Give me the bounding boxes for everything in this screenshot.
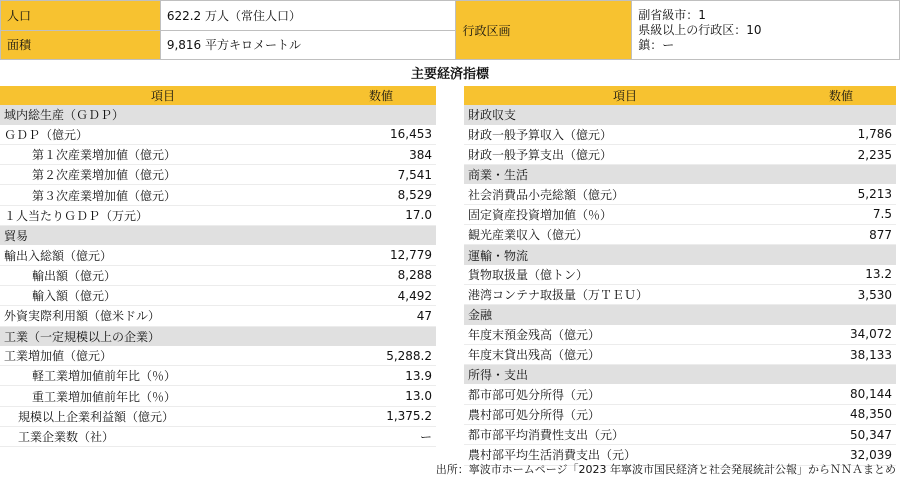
table-row xyxy=(464,325,896,345)
source-note: 出所：寧波市ホームページ「2023 年寧波市国民経済と社会発展統計公報」からＮＮＡまとめ xyxy=(435,463,896,476)
row-label: 第３次産業増加値（億元） xyxy=(0,185,326,205)
row-value: 7,541 xyxy=(326,165,436,185)
row-value: 5,288.2 xyxy=(326,346,436,366)
table-row xyxy=(0,406,436,426)
row-value: 32,039 xyxy=(786,445,896,465)
table-row xyxy=(464,204,896,224)
category-row xyxy=(464,165,896,185)
row-label: 社会消費品小売総額（億元） xyxy=(464,184,786,204)
table-header-row xyxy=(464,86,896,105)
section-title: 主要経済指標 xyxy=(410,67,489,82)
population-value: 622.2 万人（常住人口） xyxy=(160,1,456,31)
category-row xyxy=(0,105,436,124)
row-label: 軽工業増加値前年比（％） xyxy=(0,366,326,386)
row-value: 4,492 xyxy=(326,285,436,305)
area-value: 9,816 平方キロメートル xyxy=(160,30,456,60)
row-value: 34,072 xyxy=(786,325,896,345)
row-label: 工業企業数（社） xyxy=(0,427,326,447)
admin-value-1: 副省級市：1 xyxy=(638,8,706,22)
table-row xyxy=(464,125,896,145)
category-row xyxy=(464,305,896,325)
category-row xyxy=(464,365,896,385)
table-row xyxy=(464,425,896,445)
admin-value-3: 鎮：ー xyxy=(638,38,675,52)
row-value: 1,375.2 xyxy=(326,406,436,426)
category-label: 金融 xyxy=(464,305,786,325)
category-label: 域内総生産（ＧＤＰ） xyxy=(0,105,326,124)
row-label: １人当たりＧＤＰ（万元） xyxy=(0,205,326,225)
row-value: 384 xyxy=(326,144,436,164)
row-label: 年度末預金残高（億元） xyxy=(464,325,786,345)
row-value: 5,213 xyxy=(786,184,896,204)
row-label: 輸入額（億元） xyxy=(0,285,326,305)
row-label: 第１次産業増加値（億元） xyxy=(0,144,326,164)
category-row xyxy=(0,226,436,246)
row-value: 80,144 xyxy=(786,384,896,404)
row-value: 2,235 xyxy=(786,144,896,164)
city-info-table xyxy=(0,0,900,60)
table-row xyxy=(0,245,436,265)
header-item: 項目 xyxy=(464,86,786,105)
row-value: 38,133 xyxy=(786,344,896,364)
table-row xyxy=(0,386,436,406)
row-value: 17.0 xyxy=(326,205,436,225)
row-label: 輸出入総額（億元） xyxy=(0,245,326,265)
row-label: 港湾コンテナ取扱量（万ＴＥＵ） xyxy=(464,284,786,304)
table-row xyxy=(464,384,896,404)
population-label: 人口 xyxy=(1,1,161,31)
category-spacer xyxy=(786,365,896,385)
row-label: 固定資産投資増加値（％） xyxy=(464,204,786,224)
table-row xyxy=(464,225,896,245)
row-value: 48,350 xyxy=(786,404,896,424)
admin-value-2: 県級以上の行政区：10 xyxy=(638,23,762,37)
table-row xyxy=(0,185,436,205)
table-row xyxy=(0,427,436,447)
category-spacer xyxy=(786,165,896,185)
category-spacer xyxy=(786,305,896,325)
category-label: 財政収支 xyxy=(464,105,786,124)
header-value: 数値 xyxy=(786,86,896,105)
table-row xyxy=(0,165,436,185)
admin-values xyxy=(632,1,900,60)
table-row xyxy=(464,265,896,285)
header-item: 項目 xyxy=(0,86,326,105)
category-spacer xyxy=(786,245,896,265)
table-row xyxy=(0,205,436,225)
row-label: 貨物取扱量（億トン） xyxy=(464,265,786,285)
row-value: 7.5 xyxy=(786,204,896,224)
row-value: 877 xyxy=(786,225,896,245)
area-label: 面積 xyxy=(1,30,161,60)
table-row xyxy=(0,285,436,305)
table-row xyxy=(0,144,436,164)
table-row xyxy=(464,284,896,304)
category-row xyxy=(464,245,896,265)
header-value: 数値 xyxy=(326,86,436,105)
row-label: ＧＤＰ（億元） xyxy=(0,125,326,145)
row-value: 13.2 xyxy=(786,265,896,285)
row-value: 16,453 xyxy=(326,125,436,145)
table-row xyxy=(0,265,436,285)
row-value: 8,529 xyxy=(326,185,436,205)
table-row xyxy=(0,366,436,386)
row-label: 都市部平均消費性支出（元） xyxy=(464,425,786,445)
category-row xyxy=(464,105,896,124)
table-row xyxy=(0,125,436,145)
row-value: 12,779 xyxy=(326,245,436,265)
row-value: 3,530 xyxy=(786,284,896,304)
category-label: 所得・支出 xyxy=(464,365,786,385)
row-label: 第２次産業増加値（億元） xyxy=(0,165,326,185)
table-row xyxy=(464,184,896,204)
row-value: 1,786 xyxy=(786,125,896,145)
row-value: 13.0 xyxy=(326,386,436,406)
row-value: 8,288 xyxy=(326,265,436,285)
row-label: 財政一般予算収入（億元） xyxy=(464,125,786,145)
category-label: 商業・生活 xyxy=(464,165,786,185)
category-label: 工業（一定規模以上の企業） xyxy=(0,326,326,346)
category-label: 貿易 xyxy=(0,226,326,246)
row-value: 47 xyxy=(326,306,436,326)
row-label: 外資実際利用額（億米ドル） xyxy=(0,306,326,326)
category-spacer xyxy=(326,105,436,124)
right-indicator-table xyxy=(464,86,896,466)
row-label: 観光産業収入（億元） xyxy=(464,225,786,245)
row-label: 都市部可処分所得（元） xyxy=(464,384,786,404)
row-label: 重工業増加値前年比（％） xyxy=(0,386,326,406)
row-label: 年度末貸出残高（億元） xyxy=(464,344,786,364)
row-label: 工業増加値（億元） xyxy=(0,346,326,366)
row-value: 13.9 xyxy=(326,366,436,386)
table-row xyxy=(0,346,436,366)
category-spacer xyxy=(326,326,436,346)
row-label: 輸出額（億元） xyxy=(0,265,326,285)
row-value: 50,347 xyxy=(786,425,896,445)
row-label: 規模以上企業利益額（億元） xyxy=(0,406,326,426)
table-row xyxy=(464,344,896,364)
table-row xyxy=(464,404,896,424)
table-row xyxy=(0,306,436,326)
category-row xyxy=(0,326,436,346)
category-spacer xyxy=(326,226,436,246)
row-value: ー xyxy=(326,427,436,447)
table-header-row xyxy=(0,86,436,105)
left-indicator-table xyxy=(0,86,436,447)
category-spacer xyxy=(786,105,896,124)
category-label: 運輸・物流 xyxy=(464,245,786,265)
table-row xyxy=(464,144,896,164)
admin-label: 行政区画 xyxy=(456,1,632,60)
row-label: 農村部可処分所得（元） xyxy=(464,404,786,424)
row-label: 農村部平均生活消費支出（元） xyxy=(464,445,786,465)
row-label: 財政一般予算支出（億元） xyxy=(464,144,786,164)
